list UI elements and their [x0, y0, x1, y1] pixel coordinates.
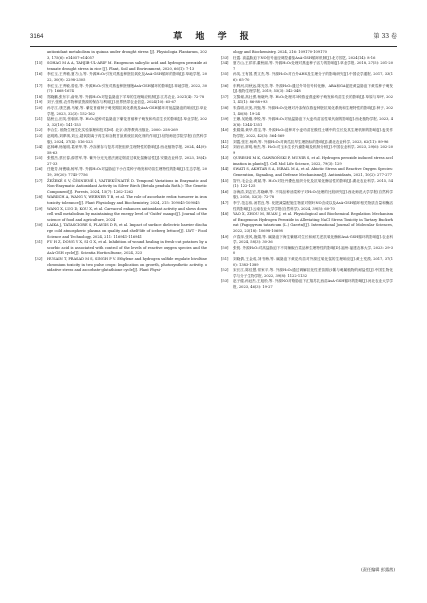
reference-item	[221, 201, 393, 212]
reference-text: FU H Z, DONG Y X, SI G X, et al. Inhibition of wound healing in fresh-cut potatoes by ascorbic acid is associated with control of the levels of reactive oxygen species and the AsA-GSH cycle[J]. Scientia Horticulturae, 2024, 323	[47, 240, 207, 256]
reference-text: 孙英,王有国,贾文杰,等. 外源H₂O₂对白介AHS及生理分子的影响研究[J].中国农学通报, 2017, 33(16): 65-70	[233, 72, 393, 82]
reference-text: SWATI S, AKHTAR S A, ISRAIL M A, et al. Abiotic Stress and Reactive Oxygen Species: Generation, Signaling, and Defense Mechanisms[J]. Antioxidants, 2021, 10(2): 277-277	[233, 167, 393, 178]
reference-item	[35, 145, 207, 156]
reference-text: 文黎倾,高壮勇,杨晓玲,等. H₂O₂处理对3种燕麦燕麦种子萌发和幼苗生长的影响[J].草原与草坪, 2021, 41(1): 86-88+93	[233, 94, 393, 105]
reference-item	[221, 95, 393, 106]
reference-number: [19]	[35, 100, 43, 105]
reference-number: [32]	[35, 256, 43, 261]
reference-number: [27]	[35, 178, 43, 183]
reference-number: [45]	[221, 178, 229, 183]
reference-text: 张银杰,蔡长春,薛景军,等. 紫外分光光度法测定烟苗过氧化氢酶活性[J].安徽农业科学, 2023, 18(4): 27-33	[47, 156, 207, 166]
reference-text: 宋长江,陈佳慧,常家平,等. 外源H₂O₂通过调解抗化性差苗期沙薯与萌属植物的耐盐性[J].中国生物化学与分子生物学报, 2022, 39(8): 1122-1132	[233, 268, 393, 278]
header-rule	[30, 46, 397, 47]
reference-text: 刘子,张维,农作物种质资源的保存与利用[J].世界热带农业信息, 2024(10): 65-67	[47, 100, 177, 105]
page-header	[30, 30, 397, 44]
reference-text: 赵明路,刘夢琪,刘云,超氧阴离子再生和谷胱甘肽系统抗氧化剂的作用[J].信阳师范学院学报(自然科学版), 2024, 37(4): 516-523	[47, 133, 207, 144]
reference-number: [18]	[35, 94, 43, 99]
reference-item	[221, 72, 393, 83]
reference-number: [51]	[221, 256, 229, 261]
journal-title: 草 地 学 报	[173, 32, 254, 42]
reference-number: [25]	[35, 156, 43, 161]
reference-item	[221, 257, 393, 268]
reference-item	[35, 50, 207, 61]
reference-text: ology and Biochemistry, 2024, 216: 109170-109170	[233, 50, 327, 54]
reference-text: 赵林峰,杨旭明,葛荣华,等. 冷冻保存与复苏对胚组织生理特性的影响[J].西北植物学报, 2024, 44(9): 58-63	[47, 145, 207, 155]
reference-item	[35, 106, 207, 117]
reference-item	[221, 235, 393, 246]
reference-number: [31]	[35, 240, 43, 245]
reference-item	[221, 179, 393, 190]
reference-text: 朱春明,庆美,冯甄,等. 外源H₂O₂处理对冷冻保存燕麦种胚抗氧化系统和生理特性的影响[J].种子, 2021, 40(8): 19-24	[233, 105, 393, 116]
reference-number: [50]	[221, 245, 229, 250]
reference-text: 赵子健,孙冠杰,王旭松,等. 外源NO对铬胁迫下汇翔苏扎西苗AsA-GSH循环的影响[J].河北农业大学学报, 2023, 46(3): 19-27	[233, 279, 393, 289]
reference-text: 张娟娟,黄华,郑宝,等. 外源H₂O₂浸种对小麦幼苗在酸性土壤中的生长及其生理机制的影响[J].麦类作物学报, 2022, 42(5): 564-569	[233, 128, 393, 138]
reference-item	[35, 117, 207, 128]
reference-text: WANG X, LUO D, KOU X, et al. Carvacrol enhances antioxidant activity and slows down cell wall metabolism by maintaining the energy level of 'Guifei' mango[J]. Journal of the science of food and agriculture, 2024	[47, 206, 207, 222]
reference-text: WARIICH A, WANG Y, WERNER T B, et al. The role of ascorbate redox turnover in iron toxicity tolerance[J]. Plant Physiology and Biochemistry, 2024, 215: 109045-109045	[47, 195, 207, 206]
reference-text: LAIKA J, TATASCIORE S, FLAVIIS D R, et al. Impact of surface dielectric barrier discharge cold atmospheric plasma on quality and shelf-life of iceberg lettuce[J]. LWT - Food Science and Technology, 2024, 211: 116941-116941	[47, 223, 207, 239]
reference-number: [35]	[221, 72, 229, 77]
reference-text: QURESHI M K, GAWROŃSKI P, MUNIR S, et al. Hydrogen peroxide induced stress acclimation in plants[J]. Cell Mol Life Science, 2022, 79(3): 129	[233, 156, 394, 166]
reference-number: [42]	[221, 145, 229, 150]
reference-text: SOHAG M A A, TAHJIB-UL-ARIF M. Exogenous salicylic acid and hydrogen peroxide attenuate drought stress in rice [J]. Plant, Soil and Environment, 2020, 66(1): 7-13	[47, 61, 207, 71]
reference-number: [17]	[35, 83, 43, 88]
reference-text: 李宁,范志伟,汤君良,等. 化肥减量配施生物质对烟叶NO含成以及AsA-GSH循环相关物质含量和酶活性的影响[J].云南农业大学学报(自然科学), 2024, 39(5): 60-70	[233, 201, 393, 211]
reference-item	[35, 195, 207, 206]
reference-number: [24]	[35, 145, 43, 150]
reference-text: ŽEŽEKÉ S V, ČĖSNIENĖ I, VAITIEKŪNAITĖ D. Temporal Variations in Enzymatic and Non-Enzymatic Antioxidant Activity in Silver Birch (Betula pendula Roth.): The Genetic Component[J]. Forests, 2024, 15(7): 1262-1262	[47, 178, 207, 194]
reference-number: [37]	[221, 94, 229, 99]
reference-text: 卢春萍,张风,施娟,等. 碱胁迫下海生紫娜对生长和耐尤老抗氧化酶和AsA-GSH循环的影响[J].农业科学, 2024, 58(3): 30-36	[233, 234, 393, 245]
reference-number: [34]	[221, 61, 229, 66]
reference-item	[35, 134, 207, 145]
reference-item	[221, 117, 393, 128]
reference-number: [44]	[221, 167, 229, 172]
reference-number: [21]	[35, 117, 43, 122]
reference-item	[35, 72, 207, 83]
reference-text: 李红玉,王秀敏,曾佳,等. 外源H₂O₂引发对燕麦种胚细胞AsA-GSH循环的影响[J].草地学报, 2022, 30(7): 1668-1674	[47, 83, 207, 94]
reference-item	[221, 106, 393, 117]
reference-number: [52]	[221, 268, 229, 273]
reference-number: [39]	[221, 117, 229, 122]
reference-item	[35, 240, 207, 257]
reference-item	[221, 61, 393, 72]
reference-number: [15]	[35, 61, 43, 66]
reference-number: [20]	[35, 105, 43, 110]
reference-number: [49]	[221, 234, 229, 239]
reference-number: [16]	[35, 72, 43, 77]
reference-text: 智升,毛会会,黄斌,等. H₂O₂对牡丹叠色组织分化及抗氧化酶活性的影响[J].湖北农业科学, 2015, 54(1): 122-125	[233, 178, 393, 189]
reference-text: 孙守江,康芝涵,马敏,等. 紫花苜蓿种子萌发期抗氧化系统及AsA-GSH循环对低温胁迫的响应[J].草业学报, 2023, 32(3): 152-162	[47, 105, 207, 116]
reference-number: [28]	[35, 195, 43, 200]
reference-item	[221, 212, 393, 234]
reference-text: 谷海清,刘志宏,苏晓峰,等. 不同品种油菜种子对H₂O₂处理的比较研究[J].西北师范大学学报(自然科学版), 2016, 52(3): 72-78	[233, 189, 393, 200]
reference-item	[35, 179, 207, 196]
reference-item	[221, 128, 393, 139]
references-right-column	[221, 50, 393, 291]
reference-text: 杜霞. 高温胁迫下NO信号途径调控番茄AsA-GSH循环机制[J].北方园艺, 2024(14): 8-16	[233, 55, 376, 60]
reference-text: antioxidant metabolism in quinoa under drought stress [J]. Physiologia Plantarum, 2023, 175(6): e14057-e14057	[47, 50, 207, 60]
reference-number: [23]	[35, 133, 43, 138]
reference-number: [46]	[221, 189, 229, 194]
reference-number: [48]	[221, 212, 229, 217]
reference-item	[35, 223, 207, 240]
reference-text: 任艳芳,何俊瑜,杨军,等. 外源H₂O₂对盐胁迫下小白菜种子萌发和幼苗生理特性的影响[J].生态学报, 2019, 39(20): 7745-7756	[47, 167, 207, 178]
reference-number: [36]	[221, 83, 229, 88]
reference-item	[221, 84, 393, 95]
reference-text: 郑晓鹏,张东宇,俞荣,等. 外源H₂O₂对复盐胁迫下羊草的生理响应机制[J].江苏农业, 2021(4): 72-78	[47, 94, 205, 99]
reference-item	[221, 190, 393, 201]
reference-item	[35, 84, 207, 95]
volume-label: 第 33 卷	[373, 33, 397, 40]
reference-text: 刘霞,张宏,杨琦,等. 外源H₂O₂对黄瓜抗旱生理指标的影响[J].湖北农业科学, 2023, 62(11): 89-96	[233, 139, 389, 144]
reference-item	[221, 268, 393, 279]
reference-item	[35, 167, 207, 178]
page-number: 3164	[30, 34, 44, 40]
reference-text: 刘晓倩,王金成,刘书梅,等. 碱胁迫下黄花幼苗对外源过氧化氢的生理响应[J].黄土荒漠, 2017, 37(10): 1383-1389	[233, 256, 393, 267]
reference-text: YAO X, ZHOU M, RUAN J, et al. Physiological and Biochemical Regulation Mechanism of Exogenous Hydrogen Peroxide in Alleviating NaCl Stress Toxicity in Tartary Buckwheat (Fagopyrum tataricum (L.) Gaertn)[J]. International Journal of Molecular Sciences, 2022, 23(18): 10698-10698	[233, 212, 393, 233]
reference-text: 李红玉,王秀敏,夏方山,等. 外源H₂O₂引发对燕麦种胚抗氧化及AsA-GSH循环的影响[J].草地学报, 2022, 30(9): 2298-2305	[47, 72, 207, 82]
reference-number: [41]	[221, 139, 229, 144]
reference-number: [38]	[221, 105, 229, 110]
reference-item	[35, 207, 207, 224]
reference-number: [40]	[221, 128, 229, 133]
reference-number: [26]	[35, 167, 43, 172]
reference-item	[35, 257, 207, 274]
reference-text: HUSAIN T, PRASAD M S, SINGH P V. Ethylene and hydrogen sulfide regulate bivoltine chromium toxicity in two pulse crops: Implication on growth, photosynthetic activity, oxidative stress and ascorbate-glutathione cycle[J]. Plant Physi-	[47, 256, 207, 273]
reference-item	[35, 156, 207, 167]
reference-number: [30]	[35, 223, 43, 228]
reference-text: 陆秋云,田英,张朝沐,等. H₂O₂浸种对盐胁迫下紫花苜蓿种子萌发和幼苗生长的影响[J].草业学报, 2023, 32(10): 141-153	[47, 117, 207, 127]
reference-item	[221, 246, 393, 257]
reference-number: [43]	[221, 156, 229, 161]
reference-number: [22]	[35, 128, 43, 133]
editor-note: (责任编辑 彭露茜)	[361, 567, 395, 572]
reference-text: 张锐. 外源H₂O₂对高盐胁迫下不同辣椒白菜品种生理特性的影响[D].福州:福建农林大学, 2023: 29-30	[233, 245, 393, 256]
reference-number: [47]	[221, 201, 229, 206]
reference-item	[35, 61, 207, 72]
reference-text: 东利河,同秋远,陈光芳,等. 外源H₂O₂通过介导信号转化酶、ABA和GA促进黄益胁迫下黄瓜种子萌发[J].植物生理学报, 2019, 55(3): 342-348	[233, 83, 393, 94]
reference-text: 刘岩岩,常明,杨杰,等. H₂O₂对玉米生长代谢影响及机制分析[J].中国农业科学, 2023, 29(6): 202-209	[233, 145, 393, 155]
reference-item	[221, 156, 393, 167]
reference-number: [53]	[221, 279, 229, 284]
reference-item	[221, 145, 393, 156]
reference-number: [33]	[221, 55, 229, 60]
reference-item	[221, 167, 393, 178]
reference-text: 夏方山,王祥祥,董秋丽,等. 外源H₂O₂处理对燕麦种子活力的影响[J].草业学报, 2018, 27(5): 201-207	[233, 61, 393, 71]
reference-text: 王姗,吴艳刚,李锐,等. 外源H₂O₂对低温胁迫下大麦幼苗活性氧代谢的影响[J].西北植物学报, 2023, 43(8): 1344-1351	[233, 117, 393, 127]
reference-item	[221, 279, 393, 290]
references-left-column	[35, 50, 207, 274]
reference-number: [29]	[35, 206, 43, 211]
reference-text: 李合生. 植物生理生化实验原理和技术[M]. 北京:高等教育出版社, 2000: 258-269	[47, 128, 178, 133]
